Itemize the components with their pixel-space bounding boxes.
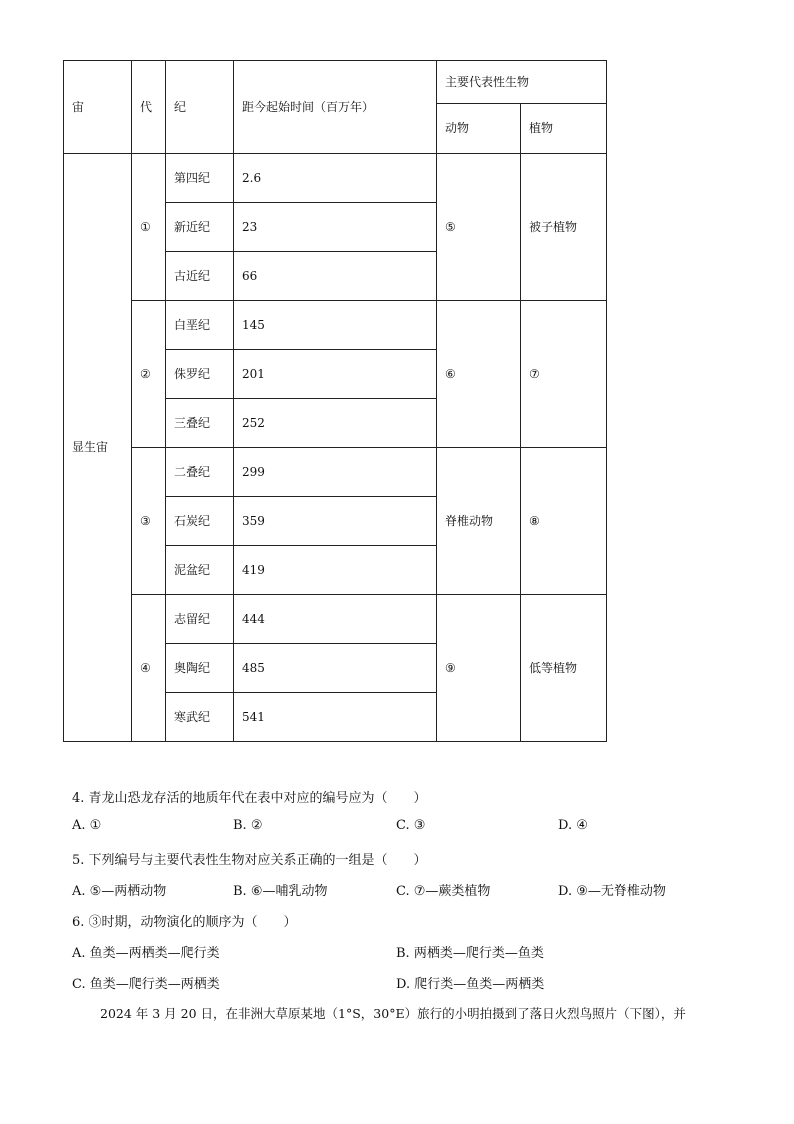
era-animal: ⑤ [437, 154, 521, 301]
question-6-option-a[interactable]: A. 鱼类—两栖类—爬行类 [72, 946, 220, 961]
passage-text: 2024 年 3 月 20 日，在非洲大草原某地（1°S，30°E）旅行的小明拍摄到了落日火烈鸟照片（下图），并 [100, 1006, 686, 1021]
period-time: 485 [234, 644, 437, 693]
period-name: 三叠纪 [166, 399, 234, 448]
question-6-option-d[interactable]: D. 爬行类—鱼类—两栖类 [396, 977, 545, 992]
era-plant: ⑦ [521, 301, 607, 448]
era-animal: 脊椎动物 [437, 448, 521, 595]
period-name: 石炭纪 [166, 497, 234, 546]
period-name: 二叠纪 [166, 448, 234, 497]
question-4-option-b[interactable]: B. ② [233, 818, 263, 833]
era-plant: ⑧ [521, 448, 607, 595]
header-organisms: 主要代表性生物 [437, 61, 607, 104]
period-name: 侏罗纪 [166, 350, 234, 399]
question-4-option-c[interactable]: C. ③ [396, 818, 426, 833]
era-animal: ⑨ [437, 595, 521, 742]
header-animals: 动物 [437, 104, 521, 154]
question-5-option-b[interactable]: B. ⑥—哺乳动物 [233, 884, 328, 899]
question-6-option-b[interactable]: B. 两栖类—爬行类—鱼类 [396, 946, 544, 961]
period-name: 寒武纪 [166, 693, 234, 742]
period-name: 泥盆纪 [166, 546, 234, 595]
period-name: 第四纪 [166, 154, 234, 203]
period-time: 201 [234, 350, 437, 399]
period-time: 2.6 [234, 154, 437, 203]
header-eon: 宙 [64, 61, 132, 154]
period-time: 541 [234, 693, 437, 742]
question-5-option-d[interactable]: D. ⑨—无脊椎动物 [558, 884, 666, 899]
question-4-option-d[interactable]: D. ④ [558, 818, 588, 833]
period-time: 359 [234, 497, 437, 546]
era-mark: ④ [132, 595, 166, 742]
period-name: 奥陶纪 [166, 644, 234, 693]
period-name: 志留纪 [166, 595, 234, 644]
period-time: 23 [234, 203, 437, 252]
era-mark: ② [132, 301, 166, 448]
question-5-option-c[interactable]: C. ⑦—蕨类植物 [396, 884, 491, 899]
era-mark: ③ [132, 448, 166, 595]
period-name: 新近纪 [166, 203, 234, 252]
era-animal: ⑥ [437, 301, 521, 448]
period-time: 145 [234, 301, 437, 350]
period-time: 252 [234, 399, 437, 448]
question-6-stem: 6. ③时期，动物演化的顺序为（ ） [72, 915, 297, 930]
header-time: 距今起始时间（百万年） [234, 61, 437, 154]
header-plants: 植物 [521, 104, 607, 154]
question-4-option-a[interactable]: A. ① [72, 818, 102, 833]
era-plant: 被子植物 [521, 154, 607, 301]
geologic-time-table [63, 60, 607, 742]
eon-cell: 显生宙 [64, 154, 132, 742]
period-time: 299 [234, 448, 437, 497]
header-era: 代 [132, 61, 166, 154]
question-6-option-c[interactable]: C. 鱼类—爬行类—两栖类 [72, 977, 220, 992]
question-4-stem: 4. 青龙山恐龙存活的地质年代在表中对应的编号应为（ ） [72, 791, 427, 806]
question-5-stem: 5. 下列编号与主要代表性生物对应关系正确的一组是（ ） [72, 853, 427, 868]
era-plant: 低等植物 [521, 595, 607, 742]
period-name: 白垩纪 [166, 301, 234, 350]
period-time: 419 [234, 546, 437, 595]
question-5-option-a[interactable]: A. ⑤—两栖动物 [72, 884, 167, 899]
header-period: 纪 [166, 61, 234, 154]
period-time: 66 [234, 252, 437, 301]
era-mark: ① [132, 154, 166, 301]
period-name: 古近纪 [166, 252, 234, 301]
period-time: 444 [234, 595, 437, 644]
